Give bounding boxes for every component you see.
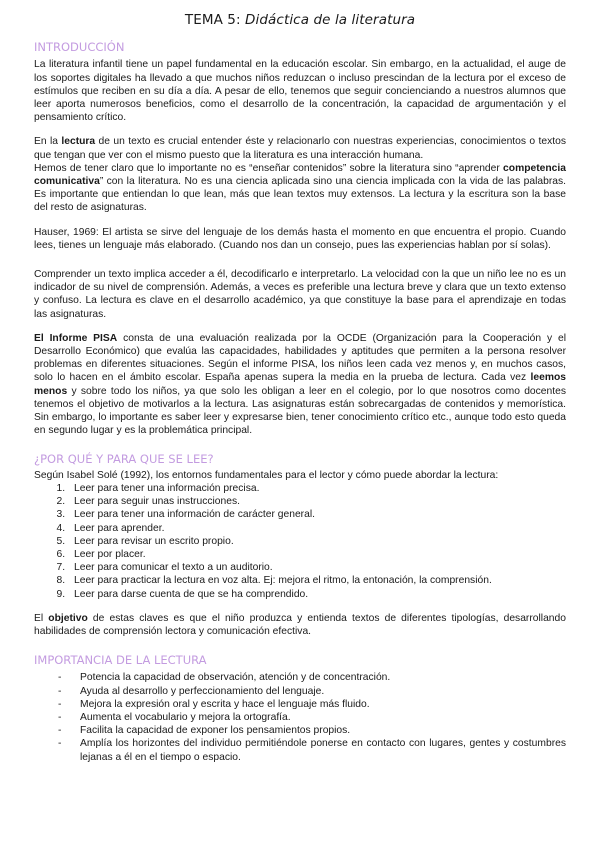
dash-mark: - xyxy=(58,698,62,710)
obj-bold: objetivo xyxy=(48,612,88,624)
p3-a: Hemos de tener claro que lo importante no es “enseñar contenidos” sobre la literatura sino “aprender xyxy=(34,162,504,174)
objective-paragraph xyxy=(34,612,566,638)
intro-paragraph-2 xyxy=(34,135,566,214)
importance-heading: IMPORTANCIA DE LA LECTURA xyxy=(34,653,207,668)
pisa-d: y sobre todo los niños, ya que solo les obligan a leer en el colegio, por lo que nosotros como docentes tenemos el objetivo de motivarlos a la lectura. Las asignaturas están sobrecargadas de contenidos y memorística. Sin embargo, lo importante es saber leer y expresarse bien, tener conocimiento crítico etc., aunque todo esto queda en segundo lugar y es la problemática principal. xyxy=(34,385,566,437)
intro-paragraph-comprension: Comprender un texto implica acceder a él, decodificarlo e interpretarlo. La velocidad con la que un niño lee no es un indicador de su nivel de comprensión. Además, a veces es preferible una lectura breve y clara que un texto extenso y confuso. La lectura es clave en el desarrollo académico, ya que constituye la base para el aprendizaje en todas las asignaturas. xyxy=(34,269,566,320)
obj-c: de estas claves es que el niño produzca y entienda textos de diferentes tipologías, desarrollando habilidades de comprensión lectora y comunicación efectiva. xyxy=(34,612,566,637)
pisa-bold-2: leemos menos xyxy=(34,372,566,397)
dash-mark: - xyxy=(58,725,62,737)
page-title xyxy=(34,14,566,27)
list-item: 9. Leer para darse cuenta de que se ha comprendido. xyxy=(68,588,566,601)
p3-c: ” con la literatura. No es una ciencia aplicada sino una ciencia implicada con la vida de las palabras. Es importante que entiendan lo que lean, más que lean textos muy extensos. La lectura y la escritura son la base del resto de asignaturas. xyxy=(34,176,566,214)
p2-bold: lectura xyxy=(61,136,96,148)
title-main: TEMA 5: xyxy=(184,12,246,28)
dash-mark: - xyxy=(58,685,62,697)
list-item xyxy=(58,698,566,711)
why-intro: Según Isabel Solé (1992), los entornos fundamentales para el lector y cómo puede abordar la lectura: xyxy=(34,469,499,481)
intro-heading: INTRODUCCIÓN xyxy=(34,40,125,55)
list-item: 1. Leer para tener una información precisa. xyxy=(68,482,566,495)
p2-a: En la xyxy=(34,136,62,148)
item-text: Facilita la capacidad de exponer los pensamientos propios. xyxy=(80,725,351,737)
list-item xyxy=(58,711,566,724)
obj-a: El xyxy=(34,612,49,624)
list-item: 4. Leer para aprender. xyxy=(68,522,566,535)
importance-list xyxy=(34,671,566,763)
hauser-quote: Hauser, 1969: El artista se sirve del lenguaje de los demás hasta el momento en que encuentra el propio. Cuando lees, tienes un lenguaje más elaborado. (Cuando nos dan un consejo, pues las experiencias hablan por sí solas). xyxy=(34,226,566,251)
p2-c: de un texto es crucial entender éste y relacionarlo con nuestras experiencias, conocimientos o textos que tengan que ver con el mismo puesto que la literatura es una interacción humana. xyxy=(34,136,566,161)
pisa-paragraph xyxy=(34,332,566,438)
why-heading: ¿POR QUÉ Y PARA QUE SE LEE? xyxy=(34,452,214,467)
list-item xyxy=(58,671,566,684)
list-item: 7. Leer para comunicar el texto a un auditorio. xyxy=(68,561,566,574)
item-text: Mejora la expresión oral y escrita y hace el lenguaje más fluido. xyxy=(80,698,370,710)
dash-mark: - xyxy=(58,711,62,723)
dash-mark: - xyxy=(58,672,62,684)
pisa-bold: El Informe PISA xyxy=(34,332,118,344)
item-text: Ayuda al desarrollo y perfeccionamiento del lenguaje. xyxy=(80,685,325,697)
intro-paragraph-1: La literatura infantil tiene un papel fundamental en la educación escolar. Sin embargo, en la actualidad, el auge de los soportes digitales ha llevado a que muchos niños reduzcan o incluso prescindan de la lectura por el exceso de estímulos que reciben en su día a día. A pesar de ello, tenemos que seguir concienciando a nuestros alumnos que leer aporta numerosos beneficios, como el desarrollo de la concentración, la capacidad de argumentación y el pensamiento crítico. xyxy=(34,59,566,124)
dash-mark: - xyxy=(58,738,62,750)
list-item: 3. Leer para tener una información de carácter general. xyxy=(68,508,566,521)
title-italic: Didáctica de la literatura xyxy=(245,12,416,28)
item-text: Potencia la capacidad de observación, atención y de concentración. xyxy=(80,672,391,684)
item-text: Amplía los horizontes del individuo permitiéndole ponerse en contacto con lugares, gentes y costumbres lejanas a él en el tiempo o espacio. xyxy=(80,738,566,763)
list-item xyxy=(58,737,566,763)
list-item xyxy=(58,685,566,698)
list-item: 5. Leer para revisar un escrito propio. xyxy=(68,535,566,548)
list-item xyxy=(58,724,566,737)
item-text: Aumenta el vocabulario y mejora la ortografía. xyxy=(80,711,291,723)
p3-bold: competencia comunicativa xyxy=(34,162,566,188)
list-item: 2. Leer para seguir unas instrucciones. xyxy=(68,495,566,508)
reading-purposes-list xyxy=(34,482,566,601)
list-item: 8. Leer para practicar la lectura en voz alta. Ej: mejora el ritmo, la entonación, la comprensión. xyxy=(68,574,566,587)
list-item: 6. Leer por placer. xyxy=(68,548,566,561)
pisa-b: consta de una evaluación realizada por la OCDE (Organización para la Cooperación y el Desarrollo Económico) que evalúa las capacidades, habilidades y aptitudes que permiten a la persona resolver problemas en diferentes situaciones. Según el informe PISA, los niños leen cada vez menos y, en muchos casos, solo lo hacen en el ámbito escolar. España apenas supera la media en la prueba de lectura. Cada vez xyxy=(34,332,566,384)
